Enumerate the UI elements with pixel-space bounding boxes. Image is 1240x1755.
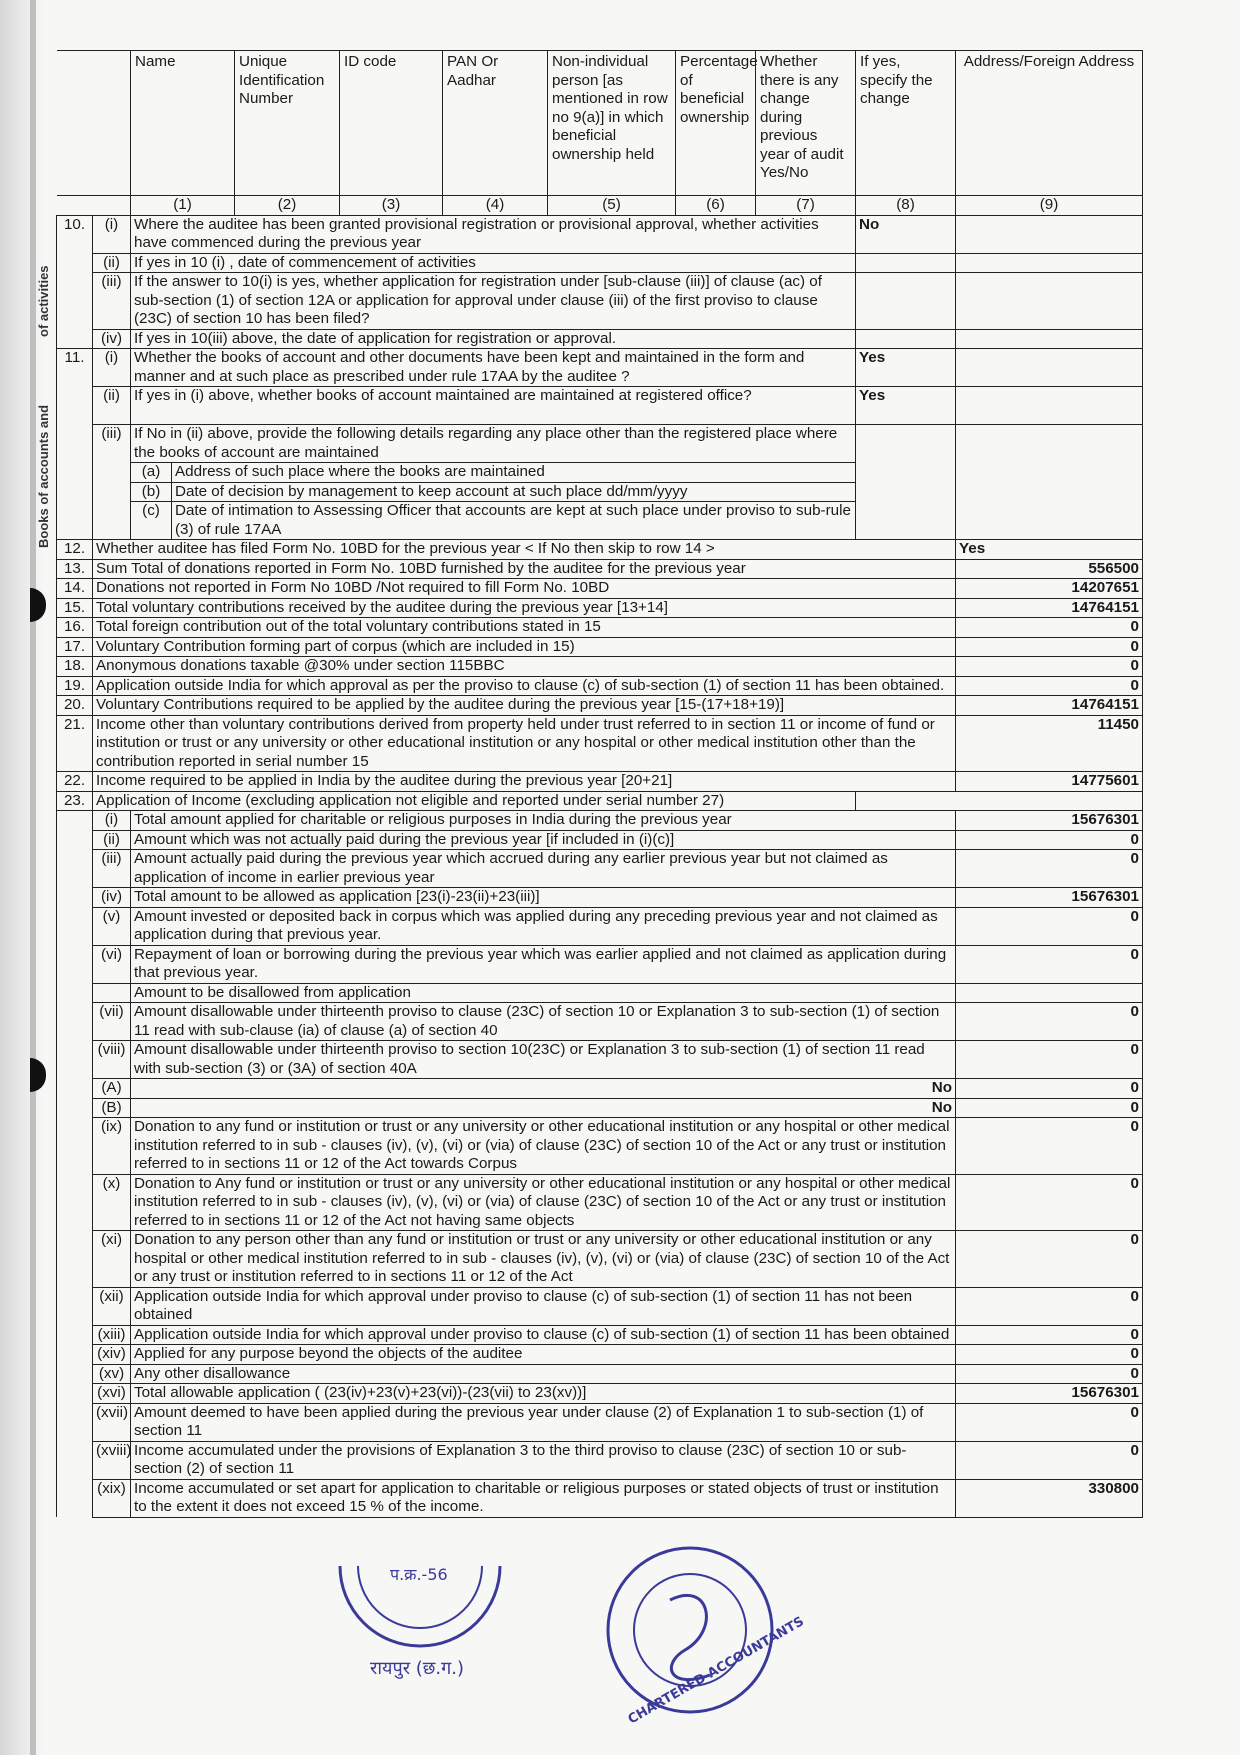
row-spacer: [57, 1003, 93, 1041]
row-text: Income required to be applied in India by the auditee during the previous year [20+21]: [93, 772, 956, 792]
row-text: Total amount to be allowed as application [23(i)-23(ii)+23(iii)]: [131, 888, 956, 908]
row-text: Whether auditee has filed Form No. 10BD for the previous year < If No then skip to row 14 >: [93, 540, 956, 560]
col-num: (3): [340, 196, 443, 216]
row-text: Donation to Any fund or institution or trust or any university or other educational institution or any hospital or other medical institution referred to in sub - clauses (iv), (v), (vi) or (via) of clause (23C) of section 10 of the Act or any trust or institution referred to in sections 11 or 12 of the Act not having same objects: [131, 1174, 956, 1231]
col-num: (5): [548, 196, 676, 216]
amount: 0: [956, 1098, 1143, 1118]
amount: 0: [956, 850, 1143, 888]
row-spacer: [57, 1364, 93, 1384]
row-text: Where the auditee has been granted provisional registration or provisional approval, whether activities have commenced during the previous year: [131, 215, 856, 253]
row-23-title: [57, 791, 1143, 811]
amount: 0: [956, 830, 1143, 850]
row-text: Amount which was not actually paid during the previous year [if included in (i)(c)]: [131, 830, 956, 850]
sub-number: (ii): [93, 830, 131, 850]
row-text: Total foreign contribution out of the total voluntary contributions stated in 15: [93, 618, 956, 638]
amount: 0: [956, 1079, 1143, 1099]
answer-yes: Yes: [856, 349, 956, 387]
sub-number: (vi): [93, 945, 131, 983]
sub-number: (ii): [93, 387, 131, 425]
row-text: Any other disallowance: [131, 1364, 956, 1384]
row-spacer: [57, 1479, 93, 1517]
amount: 0: [956, 945, 1143, 983]
col-percentage: Percentage of beneficial ownership: [676, 51, 756, 196]
row-text: Amount disallowable under thirteenth proviso to section 10(23C) or Explanation 3 to sub-section (1) of section 11 read with sub-section (3) or (3A) of section 40A: [131, 1041, 956, 1079]
row-text: Anonymous donations taxable @30% under section 115BBC: [93, 657, 956, 677]
application-row: [57, 1441, 1143, 1479]
sub-number: (i): [93, 215, 131, 253]
amount: 0: [956, 1174, 1143, 1231]
col-specify-change: If yes, specify the change: [856, 51, 956, 196]
sub-number: (ii): [93, 253, 131, 273]
row-text: Income accumulated under the provisions of Explanation 3 to the third proviso to clause (23C) of section 10 or sub-section (2) of section 11: [131, 1441, 956, 1479]
main-row: [57, 676, 1143, 696]
row-spacer: [57, 1345, 93, 1365]
application-row: [57, 1325, 1143, 1345]
sub-number: (xix): [93, 1479, 131, 1517]
row-text: If No in (ii) above, provide the following details regarding any place other than the registered place where the books of account are maintained: [131, 425, 856, 463]
row-text: Total allowable application ( (23(iv)+23(v)+23(vi))-(23(vii) to 23(xv))]: [131, 1384, 956, 1404]
application-row: [57, 1384, 1143, 1404]
col-uin: Unique Identification Number: [235, 51, 340, 196]
row-spacer: [57, 1384, 93, 1404]
col-change: Whether there is any change during previous year of audit Yes/No: [756, 51, 856, 196]
amount: 0: [956, 1041, 1143, 1079]
flag-no: No: [131, 1079, 956, 1099]
sub-number: (iii): [93, 273, 131, 330]
application-row: [57, 1041, 1143, 1079]
sub-number: (ix): [93, 1118, 131, 1175]
row-text: Voluntary Contribution forming part of corpus (which are included in 15): [93, 637, 956, 657]
row-23-disallow-heading: [57, 983, 1143, 1003]
row-number: 12.: [57, 540, 93, 560]
row-23-items-disallowable: [57, 1003, 1143, 1079]
column-number-row: [57, 196, 1143, 216]
row-number: 21.: [57, 715, 93, 772]
row-text: Donation to any fund or institution or trust or any university or other educational institution or any hospital or other medical institution referred to in sub - clauses (iv), (v), (vi) or (via) of clause (23C) of section 10 of the Act or any trust or institution referred to in sections 11 or 12 of the Act towards Corpus: [131, 1118, 956, 1175]
row-11-ii: [57, 387, 1143, 425]
row-text: Amount to be disallowed from application: [131, 983, 956, 1003]
row-number: 15.: [57, 598, 93, 618]
col-pan: PAN Or Aadhar: [443, 51, 548, 196]
row-text: Donations not reported in Form No 10BD /Not required to fill Form No. 10BD: [93, 579, 956, 599]
sub-number: (viii): [93, 1041, 131, 1079]
main-row: [57, 559, 1143, 579]
amount: 0: [956, 676, 1143, 696]
sub-number: (vii): [93, 1003, 131, 1041]
amount: 0: [956, 618, 1143, 638]
application-row: [57, 1403, 1143, 1441]
row-text: Date of intimation to Assessing Officer that accounts are kept at such place under proviso to sub-rule (3) of rule 17AA: [175, 502, 851, 538]
row-text: Date of decision by management to keep account at such place dd/mm/yyyy: [175, 482, 688, 500]
row-number: 20.: [57, 696, 93, 716]
main-rows: [57, 540, 1143, 792]
row-number: 17.: [57, 637, 93, 657]
row-number: 10.: [57, 215, 93, 349]
main-row: [57, 696, 1143, 716]
row-number: 16.: [57, 618, 93, 638]
sub-number: (xi): [93, 1231, 131, 1288]
row-number: 22.: [57, 772, 93, 792]
main-row: [57, 772, 1143, 792]
row-number: 18.: [57, 657, 93, 677]
row-text: Sum Total of donations reported in Form No. 10BD furnished by the auditee for the previous year: [93, 559, 956, 579]
col-address: Address/Foreign Address: [956, 51, 1143, 196]
row-spacer: [57, 811, 93, 831]
sub-number: (A): [93, 1079, 131, 1099]
sub-letter: (c): [131, 502, 172, 539]
application-row: [57, 1231, 1143, 1288]
main-row: [57, 598, 1143, 618]
amount: 0: [956, 1118, 1143, 1175]
row-number: 23.: [57, 791, 93, 811]
amount: 15676301: [956, 888, 1143, 908]
main-row: [57, 657, 1143, 677]
main-row: [57, 637, 1143, 657]
trust-seal-stamp: [330, 1556, 510, 1726]
application-row: [57, 1287, 1143, 1325]
row-spacer: [57, 850, 93, 888]
row-text: Application outside India for which approval under proviso to clause (c) of sub-section (1) of section 11 has been obtained: [131, 1325, 956, 1345]
col-num: (1): [131, 196, 235, 216]
main-row: [57, 618, 1143, 638]
row-23-items-donations: [57, 1118, 1143, 1518]
col-name: Name: [131, 51, 235, 196]
row-text: Application of Income (excluding application not eligible and reported under serial number 27): [93, 791, 856, 811]
row-text: Repayment of loan or borrowing during the previous year which was earlier applied and not claimed as application during that previous year.: [131, 945, 956, 983]
sub-number: (xvi): [93, 1384, 131, 1404]
row-10-ii: [57, 253, 1143, 273]
amount: 556500: [956, 559, 1143, 579]
sub-number: (xiii): [93, 1325, 131, 1345]
application-row: [57, 907, 1143, 945]
flag-no: No: [131, 1098, 956, 1118]
seal-city-text: रायपुर (छ.ग.): [370, 1658, 465, 1679]
application-row: [57, 1174, 1143, 1231]
col-num: (9): [956, 196, 1143, 216]
amount: 0: [956, 1345, 1143, 1365]
row-text: Application outside India for which approval as per the proviso to clause (c) of sub-section (1) of section 11 has been obtained.: [93, 676, 956, 696]
row-text: Voluntary Contributions required to be applied by the auditee during the previous year [15-(17+18+19)]: [93, 696, 956, 716]
row-spacer: [57, 830, 93, 850]
row-spacer: [57, 1325, 93, 1345]
amount: 11450: [956, 715, 1143, 772]
row-10-i: [57, 215, 1143, 253]
row-text: Total amount applied for charitable or religious purposes in India during the previous year: [131, 811, 956, 831]
col-num: (6): [676, 196, 756, 216]
row-text: Application outside India for which approval under proviso to clause (c) of sub-section (1) of section 11 has not been obtained: [131, 1287, 956, 1325]
sub-number: (xiv): [93, 1345, 131, 1365]
application-row: [57, 1003, 1143, 1041]
row-11-i: [57, 349, 1143, 387]
beneficial-owner-header: [57, 51, 1143, 196]
sub-number: (i): [93, 811, 131, 831]
amount: 14764151: [956, 696, 1143, 716]
application-row: [57, 830, 1143, 850]
amount: 15676301: [956, 811, 1143, 831]
row-spacer: [57, 945, 93, 983]
row-spacer: [57, 1403, 93, 1441]
answer-no: No: [856, 215, 956, 253]
sub-number: (xviii): [93, 1441, 131, 1479]
row-spacer: [57, 1441, 93, 1479]
sub-number: (v): [93, 907, 131, 945]
row-text: Donation to any person other than any fund or institution or trust or any university or other educational institution or any hospital or other medical institution referred to in sub - clauses (iv), (v), (vi) or (via) of clause (23C) of section 10 of the Act or any trust or institution referred to in sections 11 or 12 of the Act: [131, 1231, 956, 1288]
seal-reg-text: प.क्र.-56: [390, 1565, 448, 1584]
amount: 0: [956, 1231, 1143, 1288]
amount: 0: [956, 1441, 1143, 1479]
sub-number: (x): [93, 1174, 131, 1231]
row-number: 19.: [57, 676, 93, 696]
row-text: Income other than voluntary contributions derived from property held under trust referred to in section 11 or income of fund or institution or trust or any university or other educational institution or any hospital or other medical institution other than the contribution reported in serial number 15: [93, 715, 956, 772]
sub-number: (xv): [93, 1364, 131, 1384]
amount: 0: [956, 1325, 1143, 1345]
row-23-A: [57, 1079, 1143, 1099]
row-text: Address of such place where the books are maintained: [175, 463, 545, 480]
application-row: [57, 850, 1143, 888]
col-id-code: ID code: [340, 51, 443, 196]
application-row: [57, 1345, 1143, 1365]
side-label-activities: of activities: [36, 265, 51, 337]
col-num: (8): [856, 196, 956, 216]
row-text: Amount invested or deposited back in corpus which was applied during any preceding previous year and not claimed as application during that previous year.: [131, 907, 956, 945]
application-row: [57, 1364, 1143, 1384]
sub-number: (iii): [93, 425, 131, 540]
amount: 0: [956, 907, 1143, 945]
amount: 14207651: [956, 579, 1143, 599]
row-spacer: [57, 907, 93, 945]
row-11-iii: [57, 425, 1143, 463]
application-row: [57, 1479, 1143, 1517]
amount: 0: [956, 1003, 1143, 1041]
row-number: 14.: [57, 579, 93, 599]
row-spacer: [57, 888, 93, 908]
amount: 0: [956, 637, 1143, 657]
row-spacer: [57, 1174, 93, 1231]
row-number: 11.: [57, 349, 93, 540]
row-text: Amount actually paid during the previous year which accrued during any earlier previous year but not claimed as application of income in earlier previous year: [131, 850, 956, 888]
amount: 330800: [956, 1479, 1143, 1517]
row-text: Whether the books of account and other documents have been kept and maintained in the form and manner and at such place as prescribed under rule 17AA by the auditee ?: [131, 349, 856, 387]
audit-form-table: [56, 50, 1143, 1518]
row-text: Income accumulated or set apart for application to charitable or religious purposes or stated objects of trust or institution to the extent it does not exceed 15 % of the income.: [131, 1479, 956, 1517]
amount: 0: [956, 1364, 1143, 1384]
sub-number: (iv): [93, 888, 131, 908]
form-3-section: [56, 50, 1142, 1518]
ca-seal-stamp: [600, 1540, 807, 1728]
row-number: 13.: [57, 559, 93, 579]
col-num: (4): [443, 196, 548, 216]
amount: 15676301: [956, 1384, 1143, 1404]
side-label-books: Books of accounts and: [36, 404, 51, 548]
row-10-iii: [57, 273, 1143, 330]
row-text: If yes in (i) above, whether books of account maintained are maintained at registered office?: [131, 387, 856, 425]
binder-edge: [0, 0, 44, 1755]
application-row: [57, 811, 1143, 831]
main-row: [57, 540, 1143, 560]
col-num: (2): [235, 196, 340, 216]
row-10-iv: [57, 329, 1143, 349]
row-text: Amount disallowable under thirteenth proviso to clause (23C) of section 10 or Explanation 3 to sub-section (1) of section 11 read with sub-clause (ia) of clause (a) of section 40: [131, 1003, 956, 1041]
sub-number: (i): [93, 349, 131, 387]
application-row: [57, 1118, 1143, 1175]
col-num: (7): [756, 196, 856, 216]
answer-yes: Yes: [856, 387, 956, 425]
sub-number: (B): [93, 1098, 131, 1118]
row-text: If yes in 10(iii) above, the date of application for registration or approval.: [131, 329, 856, 349]
amount: 14764151: [956, 598, 1143, 618]
amount: 14775601: [956, 772, 1143, 792]
sub-number: (xvii): [93, 1403, 131, 1441]
amount: 0: [956, 657, 1143, 677]
main-row: [57, 579, 1143, 599]
seal-ca-text: CHARTERED ACCOUNTANTS: [625, 1614, 807, 1728]
application-row: [57, 945, 1143, 983]
row-spacer: [57, 1041, 93, 1079]
row-text: Amount deemed to have been applied during the previous year under clause (2) of Explanation 1 to sub-section (1) of section 11: [131, 1403, 956, 1441]
amount: 0: [956, 1287, 1143, 1325]
application-row: [57, 888, 1143, 908]
sub-letter: (a): [131, 463, 172, 482]
row-spacer: [57, 1287, 93, 1325]
sub-number: (iv): [93, 329, 131, 349]
row-23-B: [57, 1098, 1143, 1118]
sub-number: (xii): [93, 1287, 131, 1325]
binder-strip: [30, 0, 36, 1755]
row-23-items: [57, 811, 1143, 984]
row-text: Applied for any purpose beyond the objects of the auditee: [131, 1345, 956, 1365]
row-text: If yes in 10 (i) , date of commencement of activities: [131, 253, 856, 273]
answer-yes: Yes: [956, 540, 1143, 560]
amount: 0: [956, 1403, 1143, 1441]
row-spacer: [57, 1231, 93, 1288]
row-text: Total voluntary contributions received by the auditee during the previous year [13+14]: [93, 598, 956, 618]
col-non-individual: Non-individual person [as mentioned in row no 9(a)] in which beneficial ownership held: [548, 51, 676, 196]
row-text: If the answer to 10(i) is yes, whether application for registration under [sub-clause (iii)] of clause (ac) of sub-section (1) of section 12A or application for approval under clause (iii) of the first proviso to clause (23C) of section 10 has been filed?: [131, 273, 856, 330]
sub-letter: (b): [131, 483, 172, 502]
sub-number: (iii): [93, 850, 131, 888]
row-spacer: [57, 1118, 93, 1175]
main-row: [57, 715, 1143, 772]
